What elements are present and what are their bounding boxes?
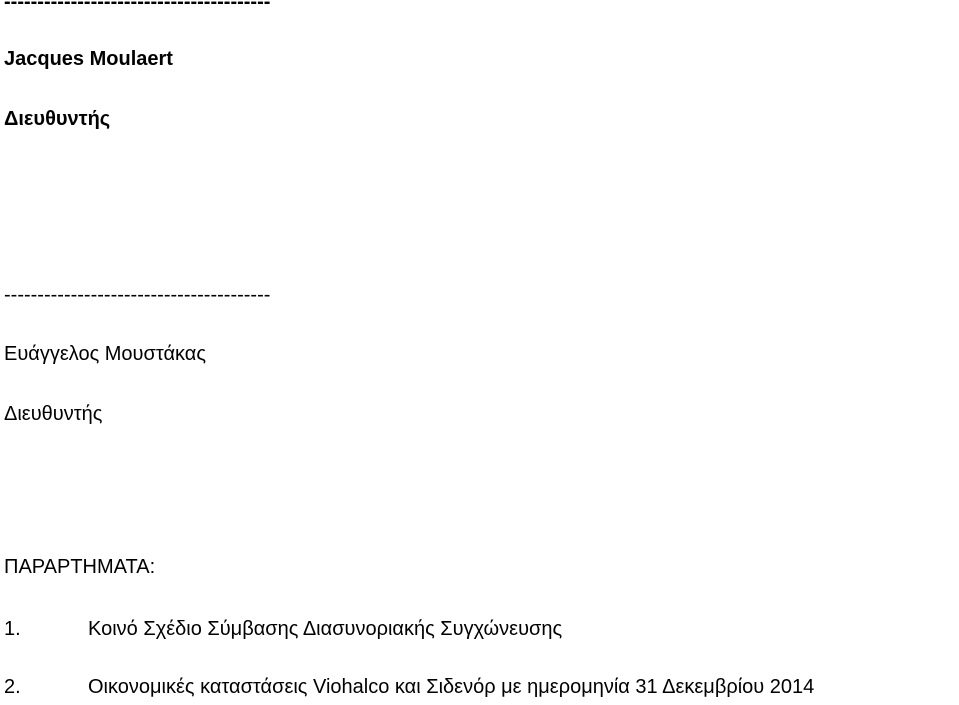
annex-text: Κοινό Σχέδιο Σύμβασης Διασυνοριακής Συγχώνευσης bbox=[88, 618, 563, 640]
annexes-heading: ΠΑΡΑΡΤΗΜΑΤΑ: bbox=[4, 556, 156, 578]
annex-number: 1. bbox=[4, 618, 21, 640]
annex-text: Οικονομικές καταστάσεις Viohalco και Σιδενόρ με ημερομηνία 31 Δεκεμβρίου 2014 bbox=[88, 676, 815, 698]
signatory-name: Jacques Moulaert bbox=[4, 48, 173, 70]
signature-line: ---------------------------------------- bbox=[4, 0, 271, 13]
annex-item bbox=[4, 677, 814, 697]
annex-number: 2. bbox=[4, 676, 21, 698]
annex-item bbox=[4, 619, 562, 639]
signature-line: ---------------------------------------- bbox=[4, 284, 271, 306]
signatory-title: Διευθυντής bbox=[4, 108, 111, 130]
signatory-name: Ευάγγελος Μουστάκας bbox=[4, 343, 206, 365]
signatory-title: Διευθυντής bbox=[4, 403, 103, 425]
